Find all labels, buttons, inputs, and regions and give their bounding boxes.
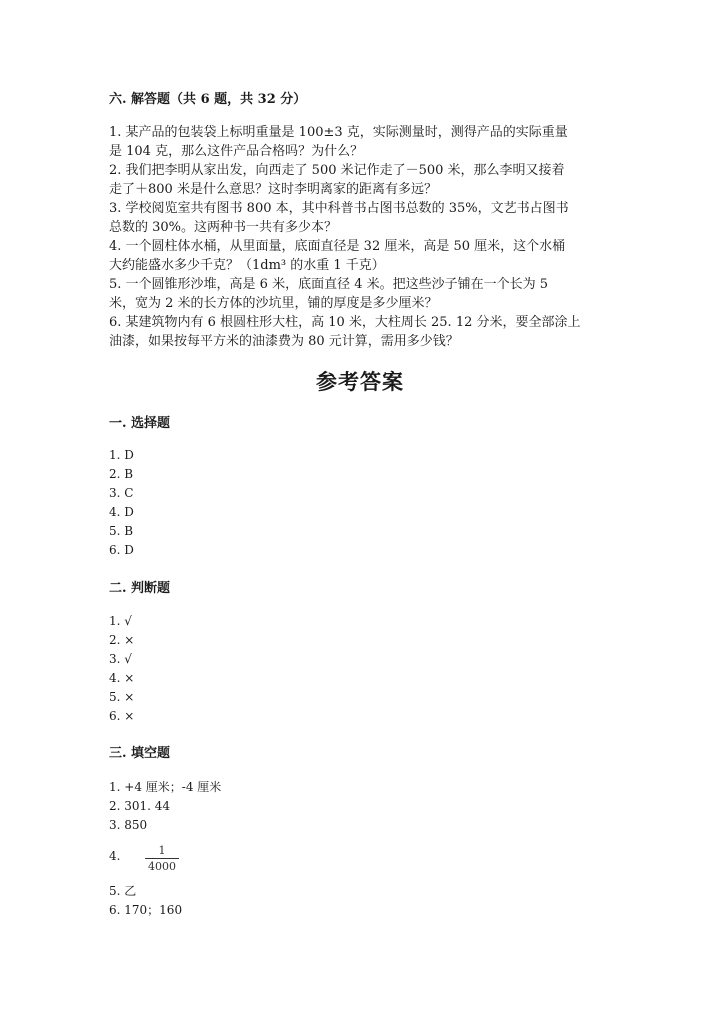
question-line: 5. 一个圆锥形沙堆，高是 6 米，底面直径 4 米。把这些沙子铺在一个长为 5 <box>109 277 549 292</box>
question-line: 1. 某产品的包装袋上标明重量是 100±3 克，实际测量时，测得产品的实际重量 <box>109 125 568 140</box>
answer-item: 5. B <box>109 524 134 538</box>
answer-item: 2. × <box>109 633 135 647</box>
fraction-numerator: 1 <box>158 844 166 857</box>
question-line: 总数的 30%。这两种书一共有多少本？ <box>109 220 338 235</box>
question-line: 大约能盛水多少千克？（1dm³ 的水重 1 千克） <box>109 258 385 273</box>
question-line: 3. 学校阅览室共有图书 800 本，其中科普书占图书总数的 35%，文艺书占图书 <box>109 201 569 216</box>
question-line: 油漆，如果按每平方米的油漆费为 80 元计算，需用多少钱？ <box>109 334 459 349</box>
question-line: 米，宽为 2 米的长方体的沙坑里，铺的厚度是多少厘米？ <box>109 296 438 311</box>
section-title-choice: 一. 选择题 <box>109 416 171 431</box>
answer-item: 3. 850 <box>109 818 148 832</box>
fraction-bar <box>145 858 179 859</box>
answer-item: 6. 170；160 <box>109 903 183 917</box>
question-line: 走了＋800 米是什么意思？这时李明离家的距离有多远？ <box>109 182 437 197</box>
answer-item: 2. 301. 44 <box>109 799 171 813</box>
answer-item: 5. 乙 <box>109 884 137 898</box>
question-line: 2. 我们把李明从家出发，向西走了 500 米记作走了－500 米，那么李明又接着 <box>109 163 565 178</box>
fraction-denominator: 4000 <box>148 860 176 873</box>
answer-item: 4. <box>109 849 121 863</box>
fraction-answer <box>145 844 179 873</box>
section-title-fill: 三. 填空题 <box>109 746 171 761</box>
question-line: 是 104 克，那么这件产品合格吗？为什么？ <box>109 144 364 159</box>
answer-item: 2. B <box>109 467 134 481</box>
answer-item: 5. × <box>109 690 135 704</box>
section-title-answer-questions: 六. 解答题（共 6 题，共 32 分） <box>109 92 307 107</box>
question-line: 4. 一个圆柱体水桶，从里面量，底面直径是 32 厘米，高是 50 厘米，这个水桶 <box>109 239 566 254</box>
answer-item: 6. × <box>109 709 135 723</box>
answer-item: 1. √ <box>109 614 132 628</box>
answer-item: 3. √ <box>109 652 132 666</box>
question-line: 6. 某建筑物内有 6 根圆柱形大柱，高 10 米，大柱周长 25. 12 分米，要全部涂上 <box>109 315 581 330</box>
answer-item: 4. × <box>109 671 135 685</box>
answer-item: 1. +4 厘米；-4 厘米 <box>109 780 222 794</box>
answer-key-title: 参考答案 <box>316 369 404 394</box>
answer-item: 6. D <box>109 543 134 557</box>
answer-item: 3. C <box>109 486 134 500</box>
answer-item: 1. D <box>109 448 134 462</box>
answer-item: 4. D <box>109 505 134 519</box>
section-title-judge: 二. 判断题 <box>109 581 171 596</box>
